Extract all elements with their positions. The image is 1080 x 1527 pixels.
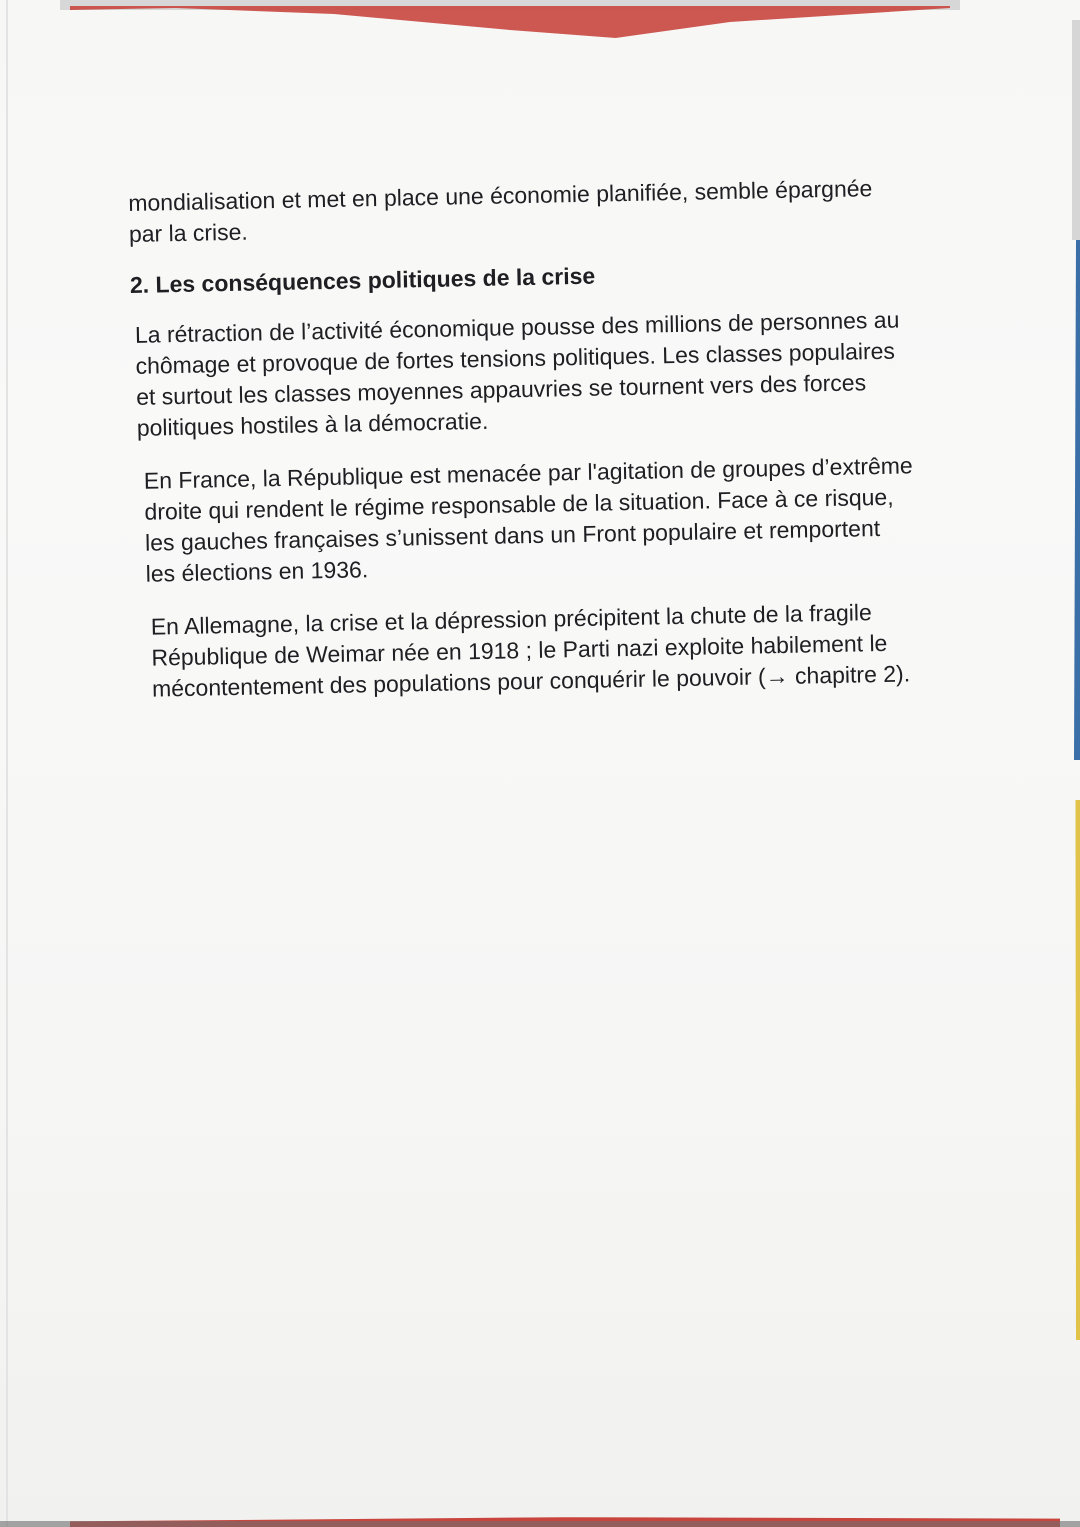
page-edge-top-red xyxy=(70,6,950,46)
paragraph-germany: En Allemagne, la crise et la dépression précipitent la chute de la fragile République de Weimar née en 1918 ; le Parti nazi exploite habilement le mécontentement des populations pour conquérir le pouvoir (→ chapitre 2). xyxy=(150,599,911,702)
paragraph-france: En France, la République est menacée par l'agitation de groupes d’extrême droite qui rendent le régime responsable de la situation. Face à ce risque, les gauches françaises s’unissent dans un Front populaire et remportent les élections en 1936. xyxy=(143,452,913,587)
section-heading: 2. Les conséquences politiques de la crise xyxy=(129,262,596,298)
page-edge-right-blue xyxy=(1070,240,1080,760)
page-edge-left xyxy=(6,0,8,1527)
intro-paragraph: mondialisation et met en place une économie planifiée, semble épargnée par la crise. xyxy=(128,175,873,247)
page-edge-right-gray xyxy=(1072,20,1080,240)
page-edge-bottom-dark xyxy=(0,1521,1080,1527)
paragraph-economic-retraction: La rétraction de l’activité économique pousse des millions de personnes au chômage et provoque de fortes tensions politiques. Les classes populaires et surtout les classes moyennes appauvries se tournent vers des forces politiques hostiles à la démocratie. xyxy=(134,306,900,441)
document-body xyxy=(128,172,919,727)
page-edge-right-yellow xyxy=(1070,800,1080,1340)
